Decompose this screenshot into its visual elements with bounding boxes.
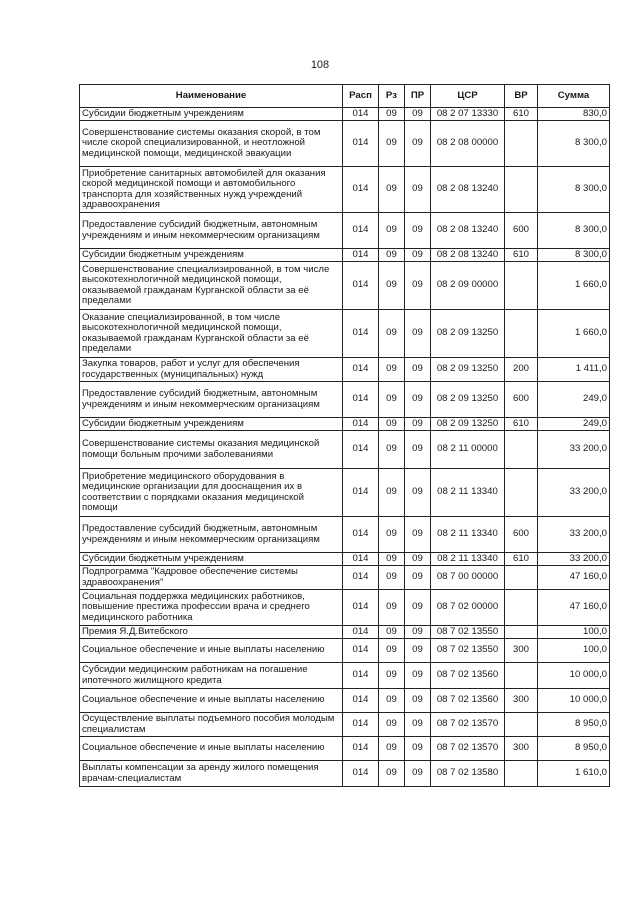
table-row	[80, 310, 610, 358]
table-row	[80, 713, 610, 737]
row-name: Субсидии бюджетным учреждениям	[80, 418, 343, 431]
row-rz: 09	[379, 626, 405, 639]
table-row	[80, 553, 610, 566]
row-pr: 09	[405, 626, 431, 639]
row-vr: 300	[505, 689, 538, 713]
row-rz: 09	[379, 553, 405, 566]
row-rz: 09	[379, 121, 405, 167]
col-header-name: Наименование	[80, 85, 343, 108]
col-header-pr: ПР	[405, 85, 431, 108]
row-rz: 09	[379, 761, 405, 787]
row-vr: 300	[505, 639, 538, 663]
col-header-csr: ЦСР	[431, 85, 505, 108]
row-rasp: 014	[343, 689, 379, 713]
row-pr: 09	[405, 663, 431, 689]
row-csr: 08 2 11 00000	[431, 431, 505, 469]
table-row	[80, 517, 610, 553]
row-rz: 09	[379, 737, 405, 761]
row-vr: 600	[505, 382, 538, 418]
row-rz: 09	[379, 358, 405, 382]
col-header-sum: Сумма	[538, 85, 610, 108]
row-csr: 08 2 11 13340	[431, 553, 505, 566]
row-name: Субсидии бюджетным учреждениям	[80, 249, 343, 262]
row-rz: 09	[379, 262, 405, 310]
row-sum: 33 200,0	[538, 553, 610, 566]
row-rz: 09	[379, 639, 405, 663]
row-rz: 09	[379, 663, 405, 689]
table-row	[80, 418, 610, 431]
row-pr: 09	[405, 761, 431, 787]
row-rasp: 014	[343, 382, 379, 418]
row-name: Социальное обеспечение и иные выплаты населению	[80, 689, 343, 713]
row-rasp: 014	[343, 358, 379, 382]
row-csr: 08 2 07 13330	[431, 108, 505, 121]
row-name: Совершенствование системы оказания медицинской помощи больным прочими заболеваниями	[80, 431, 343, 469]
row-name: Предоставление субсидий бюджетным, автономным учреждениям и иным некоммерческим организациям	[80, 517, 343, 553]
row-pr: 09	[405, 418, 431, 431]
row-vr	[505, 431, 538, 469]
row-csr: 08 2 08 13240	[431, 213, 505, 249]
table-row	[80, 761, 610, 787]
row-vr	[505, 121, 538, 167]
table-row	[80, 431, 610, 469]
row-rz: 09	[379, 249, 405, 262]
row-sum: 47 160,0	[538, 566, 610, 590]
row-name: Предоставление субсидий бюджетным, автономным учреждениям и иным некоммерческим организациям	[80, 213, 343, 249]
row-rz: 09	[379, 566, 405, 590]
row-rz: 09	[379, 213, 405, 249]
row-name: Субсидии медицинским работникам на погашение ипотечного жилищного кредита	[80, 663, 343, 689]
row-rasp: 014	[343, 663, 379, 689]
row-vr	[505, 663, 538, 689]
row-vr: 200	[505, 358, 538, 382]
row-pr: 09	[405, 737, 431, 761]
row-sum: 33 200,0	[538, 517, 610, 553]
row-sum: 8 300,0	[538, 121, 610, 167]
row-sum: 8 300,0	[538, 167, 610, 213]
row-name: Субсидии бюджетным учреждениям	[80, 553, 343, 566]
row-pr: 09	[405, 262, 431, 310]
row-name: Социальное обеспечение и иные выплаты населению	[80, 737, 343, 761]
row-vr	[505, 469, 538, 517]
table-row	[80, 167, 610, 213]
budget-table	[79, 84, 610, 787]
row-pr: 09	[405, 249, 431, 262]
table-row	[80, 249, 610, 262]
row-name: Выплаты компенсации за аренду жилого помещения врачам-специалистам	[80, 761, 343, 787]
row-csr: 08 2 09 13250	[431, 418, 505, 431]
row-csr: 08 2 09 13250	[431, 310, 505, 358]
row-name: Приобретение медицинского оборудования в медицинские организации для дооснащения их в соответствии с порядками оказания медицинской помощи	[80, 469, 343, 517]
row-vr	[505, 761, 538, 787]
row-csr: 08 7 02 13550	[431, 639, 505, 663]
row-rz: 09	[379, 382, 405, 418]
row-name: Закупка товаров, работ и услуг для обеспечения государственных (муниципальных) нужд	[80, 358, 343, 382]
row-sum: 10 000,0	[538, 689, 610, 713]
row-vr	[505, 713, 538, 737]
row-rz: 09	[379, 310, 405, 358]
row-vr: 610	[505, 418, 538, 431]
row-rz: 09	[379, 108, 405, 121]
page-number: 108	[310, 59, 330, 71]
table-row	[80, 663, 610, 689]
row-rasp: 014	[343, 262, 379, 310]
row-vr: 610	[505, 553, 538, 566]
row-rasp: 014	[343, 249, 379, 262]
row-vr: 600	[505, 213, 538, 249]
row-sum: 8 950,0	[538, 737, 610, 761]
table-row	[80, 262, 610, 310]
row-vr	[505, 590, 538, 626]
table-row	[80, 689, 610, 713]
row-rasp: 014	[343, 469, 379, 517]
row-pr: 09	[405, 713, 431, 737]
table-row	[80, 590, 610, 626]
row-rz: 09	[379, 418, 405, 431]
row-pr: 09	[405, 469, 431, 517]
row-pr: 09	[405, 566, 431, 590]
row-rz: 09	[379, 517, 405, 553]
row-rasp: 014	[343, 213, 379, 249]
col-header-rz: Рз	[379, 85, 405, 108]
row-name: Субсидии бюджетным учреждениям	[80, 108, 343, 121]
row-pr: 09	[405, 553, 431, 566]
row-sum: 1 610,0	[538, 761, 610, 787]
row-pr: 09	[405, 689, 431, 713]
row-pr: 09	[405, 213, 431, 249]
row-vr	[505, 262, 538, 310]
row-sum: 1 660,0	[538, 262, 610, 310]
row-name: Осуществление выплаты подъемного пособия молодым специалистам	[80, 713, 343, 737]
row-name: Социальное обеспечение и иные выплаты населению	[80, 639, 343, 663]
row-name: Оказание специализированной, в том числе высокотехнологичной медицинской помощи, оказываемой гражданам Курганской области за её пределами	[80, 310, 343, 358]
row-rasp: 014	[343, 626, 379, 639]
row-csr: 08 2 09 13250	[431, 382, 505, 418]
table-row	[80, 626, 610, 639]
row-sum: 1 660,0	[538, 310, 610, 358]
row-sum: 1 411,0	[538, 358, 610, 382]
row-rz: 09	[379, 469, 405, 517]
row-pr: 09	[405, 310, 431, 358]
row-csr: 08 7 02 13570	[431, 713, 505, 737]
row-rz: 09	[379, 167, 405, 213]
row-rasp: 014	[343, 713, 379, 737]
table-row	[80, 121, 610, 167]
row-rz: 09	[379, 431, 405, 469]
row-name: Предоставление субсидий бюджетным, автономным учреждениям и иным некоммерческим организациям	[80, 382, 343, 418]
row-vr: 610	[505, 108, 538, 121]
row-name: Подпрограмма "Кадровое обеспечение системы здравоохранения"	[80, 566, 343, 590]
row-rasp: 014	[343, 310, 379, 358]
row-pr: 09	[405, 358, 431, 382]
row-rasp: 014	[343, 167, 379, 213]
row-rasp: 014	[343, 121, 379, 167]
row-sum: 830,0	[538, 108, 610, 121]
table-row	[80, 566, 610, 590]
row-sum: 249,0	[538, 382, 610, 418]
row-sum: 47 160,0	[538, 590, 610, 626]
row-sum: 8 300,0	[538, 213, 610, 249]
table-row	[80, 737, 610, 761]
row-pr: 09	[405, 108, 431, 121]
row-rasp: 014	[343, 108, 379, 121]
row-name: Совершенствование системы оказания скорой, в том числе скорой специализированной, и неотложной медицинской помощи, медицинской эвакуации	[80, 121, 343, 167]
row-name: Приобретение санитарных автомобилей для оказания скорой медицинской помощи и автомобильного транспорта для хозяйственных нужд учреждений здравоохранения	[80, 167, 343, 213]
row-csr: 08 2 08 13240	[431, 249, 505, 262]
col-header-vr: ВР	[505, 85, 538, 108]
row-csr: 08 7 02 13580	[431, 761, 505, 787]
row-vr	[505, 626, 538, 639]
table-row	[80, 358, 610, 382]
row-vr: 300	[505, 737, 538, 761]
row-csr: 08 2 08 00000	[431, 121, 505, 167]
row-pr: 09	[405, 167, 431, 213]
row-rasp: 014	[343, 590, 379, 626]
table-row	[80, 382, 610, 418]
row-rz: 09	[379, 689, 405, 713]
row-rasp: 014	[343, 517, 379, 553]
row-sum: 10 000,0	[538, 663, 610, 689]
row-rasp: 014	[343, 737, 379, 761]
row-csr: 08 2 09 13250	[431, 358, 505, 382]
row-csr: 08 7 02 13560	[431, 663, 505, 689]
row-pr: 09	[405, 517, 431, 553]
row-vr: 600	[505, 517, 538, 553]
row-csr: 08 2 11 13340	[431, 469, 505, 517]
row-sum: 33 200,0	[538, 469, 610, 517]
row-sum: 8 300,0	[538, 249, 610, 262]
table-row	[80, 469, 610, 517]
row-pr: 09	[405, 121, 431, 167]
row-name: Премия Я.Д.Витебского	[80, 626, 343, 639]
table-row	[80, 213, 610, 249]
row-sum: 100,0	[538, 626, 610, 639]
row-sum: 33 200,0	[538, 431, 610, 469]
row-name: Совершенствование специализированной, в том числе высокотехнологичной медицинской помощи, оказываемой гражданам Курганской области за её пределами	[80, 262, 343, 310]
row-rasp: 014	[343, 418, 379, 431]
table-row	[80, 639, 610, 663]
row-pr: 09	[405, 590, 431, 626]
col-header-rasp: Расп	[343, 85, 379, 108]
row-csr: 08 7 00 00000	[431, 566, 505, 590]
row-sum: 100,0	[538, 639, 610, 663]
row-rz: 09	[379, 713, 405, 737]
row-rz: 09	[379, 590, 405, 626]
row-vr	[505, 310, 538, 358]
row-vr: 610	[505, 249, 538, 262]
table-row	[80, 108, 610, 121]
row-csr: 08 7 02 13570	[431, 737, 505, 761]
row-pr: 09	[405, 382, 431, 418]
row-sum: 8 950,0	[538, 713, 610, 737]
row-rasp: 014	[343, 639, 379, 663]
row-csr: 08 2 09 00000	[431, 262, 505, 310]
row-csr: 08 7 02 13550	[431, 626, 505, 639]
row-csr: 08 7 02 00000	[431, 590, 505, 626]
row-rasp: 014	[343, 553, 379, 566]
row-name: Социальная поддержка медицинских работников, повышение престижа профессии врача и среднего медицинского работника	[80, 590, 343, 626]
row-vr	[505, 167, 538, 213]
table-header-row	[80, 85, 610, 108]
row-sum: 249,0	[538, 418, 610, 431]
row-pr: 09	[405, 431, 431, 469]
row-csr: 08 2 11 13340	[431, 517, 505, 553]
row-pr: 09	[405, 639, 431, 663]
row-csr: 08 7 02 13560	[431, 689, 505, 713]
row-rasp: 014	[343, 761, 379, 787]
row-csr: 08 2 08 13240	[431, 167, 505, 213]
row-rasp: 014	[343, 431, 379, 469]
row-rasp: 014	[343, 566, 379, 590]
row-vr	[505, 566, 538, 590]
